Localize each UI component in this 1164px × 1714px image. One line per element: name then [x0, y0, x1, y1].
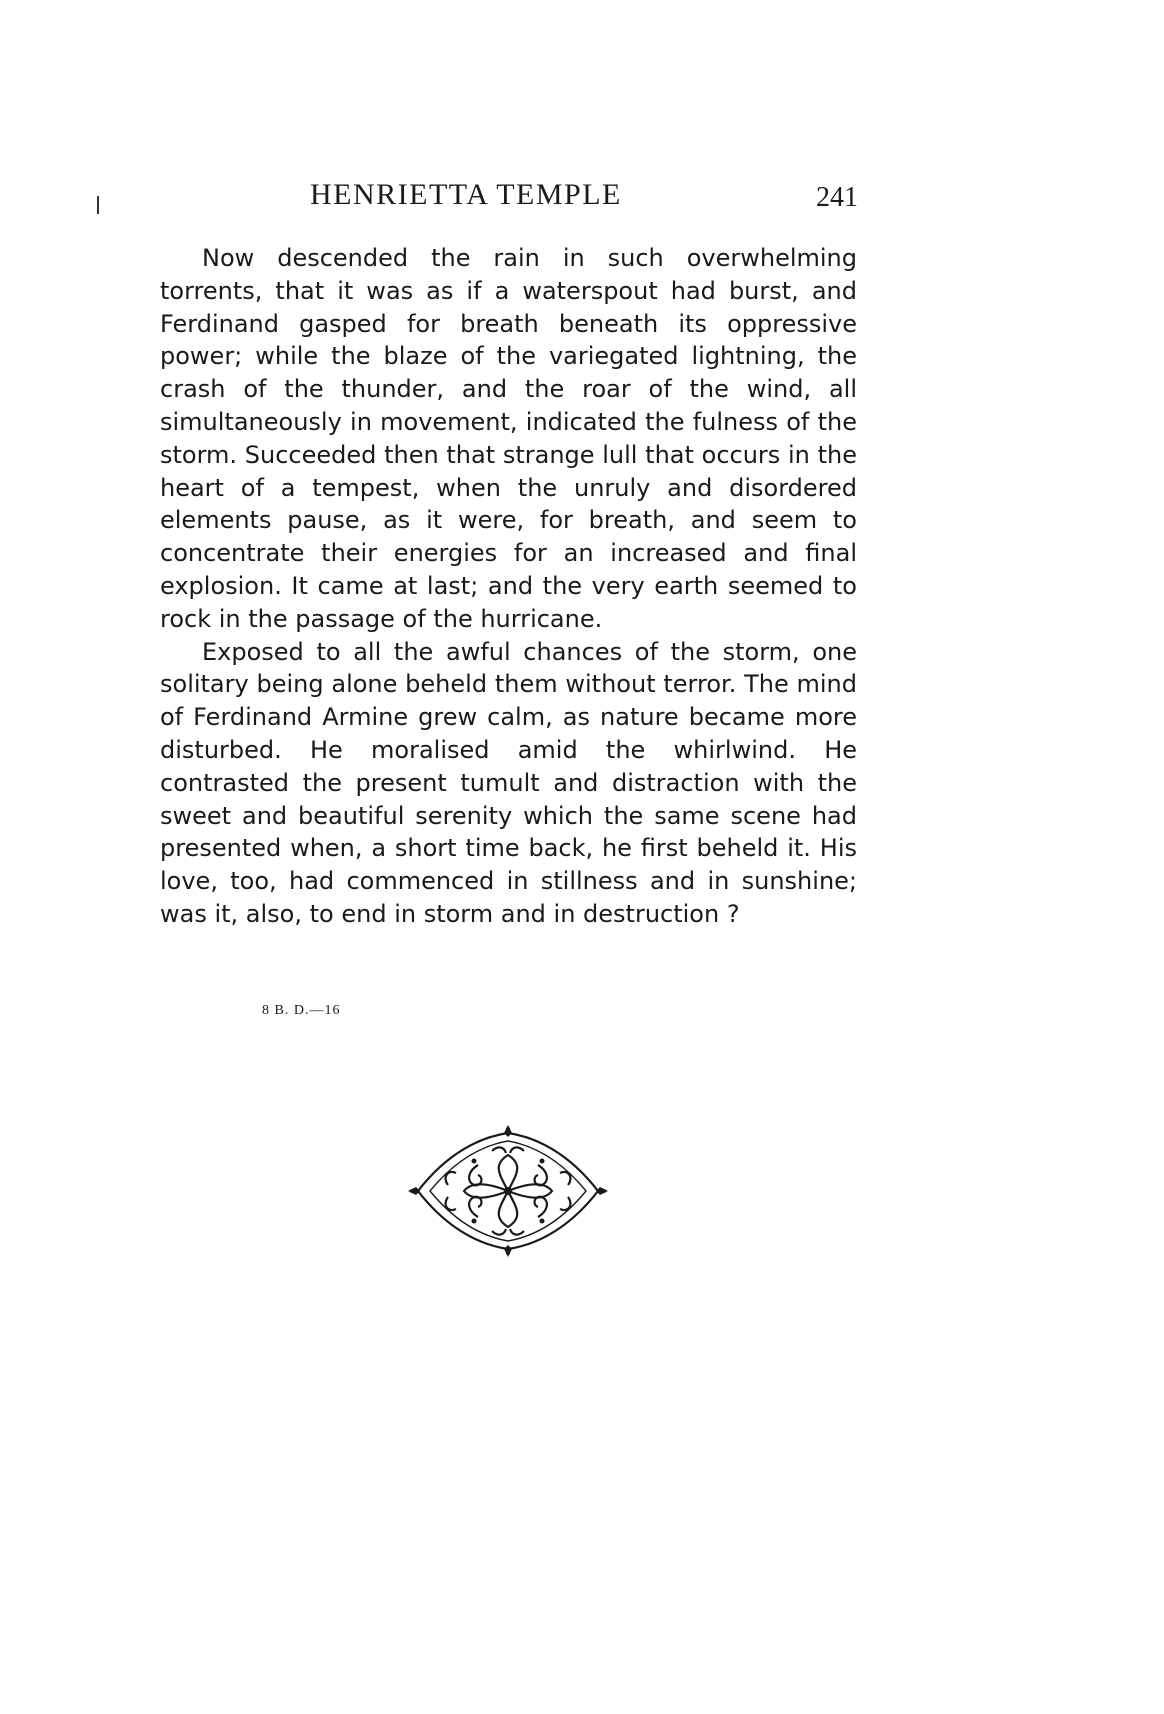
paragraph-1: Now descended the rain in such overwhelming torrents, that it was as if a waterspout had burst, and Ferdinand gasped for breath beneath its oppressive power; while the blaze of the variegated lightning, the crash of the thunder, and the roar of the wind, all simultaneously in movement, indicated the fulness of the storm. Succeeded then that strange lull that occurs in the heart of a tempest, when the unruly and disordered elements pause, as it were, for breath, and seem to concentrate their energies for an increased and final explosion. It came at last; and the very earth seemed to rock in the passage of the hurricane. — [160, 244, 857, 633]
running-head — [160, 178, 860, 218]
floral-tailpiece-icon — [408, 1125, 608, 1257]
running-title: HENRIETTA TEMPLE — [310, 178, 622, 211]
margin-mark — [97, 196, 99, 214]
paragraph-2: Exposed to all the awful chances of the storm, one solitary being alone beheld them without terror. The mind of Ferdinand Armine grew calm, as nature became more disturbed. He moralised amid the whirlwind. He contrasted the present tumult and distraction with the sweet and beautiful serenity which the same scene had presented when, a short time back, he first beheld it. His love, too, had commenced in stillness and in sunshine; was it, also, to end in storm and in destruction ? — [160, 637, 857, 928]
body-text — [160, 242, 857, 931]
signature-mark: 8 B. D.—16 — [262, 1003, 341, 1018]
page-number: 241 — [816, 182, 858, 213]
